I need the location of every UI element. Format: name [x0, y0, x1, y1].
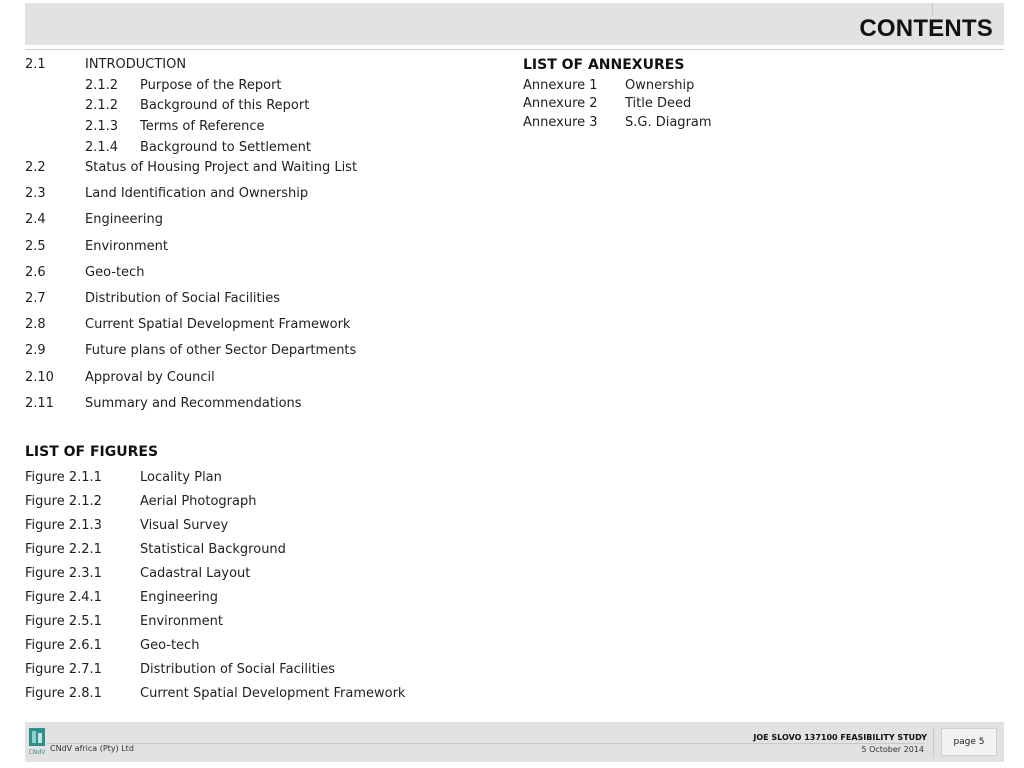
header-divider [932, 3, 933, 15]
toc-number: 2.10 [25, 370, 54, 385]
toc-number: 2.8 [25, 317, 46, 332]
toc-number: 2.2 [25, 160, 46, 175]
footer-rule [47, 743, 925, 744]
toc-number: 2.1 [25, 57, 46, 72]
figure-number: Figure 2.2.1 [25, 542, 102, 557]
figure-number: Figure 2.1.1 [25, 470, 102, 485]
toc-number: 2.3 [25, 186, 46, 201]
toc-number: 2.1.2 [85, 78, 119, 93]
toc-number: 2.11 [25, 396, 54, 411]
company-logo [27, 727, 47, 756]
figure-number: Figure 2.5.1 [25, 614, 102, 629]
annexures-heading: LIST OF ANNEXURES [523, 57, 685, 73]
figure-label: Locality Plan [140, 470, 222, 485]
toc-number: 2.4 [25, 212, 46, 227]
figure-number: Figure 2.3.1 [25, 566, 102, 581]
figure-number: Figure 2.1.2 [25, 494, 102, 509]
annexure-label: Ownership [625, 78, 695, 93]
toc-label: Land Identification and Ownership [85, 186, 309, 201]
company-name: CNdV africa (Pty) Ltd [50, 744, 134, 753]
toc-label: Terms of Reference [140, 119, 265, 134]
toc-number: 2.9 [25, 343, 46, 358]
figure-number: Figure 2.8.1 [25, 686, 102, 701]
toc-label: Background of this Report [140, 98, 310, 113]
figure-label: Current Spatial Development Framework [140, 686, 406, 701]
study-title: JOE SLOVO 137100 FEASIBILITY STUDY [753, 733, 927, 742]
figure-label: Engineering [140, 590, 218, 605]
study-date: 5 October 2014 [861, 745, 924, 754]
annexure-number: Annexure 3 [523, 115, 598, 130]
toc-label: Environment [85, 239, 169, 254]
page-number: page 5 [941, 728, 997, 756]
toc-label: Distribution of Social Facilities [85, 291, 281, 306]
figures-heading: LIST OF FIGURES [25, 444, 159, 460]
toc-label: Status of Housing Project and Waiting List [85, 160, 358, 175]
annexure-label: S.G. Diagram [625, 115, 712, 130]
figure-label: Cadastral Layout [140, 566, 251, 581]
toc-label: Summary and Recommendations [85, 396, 302, 411]
toc-number: 2.7 [25, 291, 46, 306]
header-rule [25, 49, 1004, 50]
footer-band [25, 722, 1004, 762]
toc-label: Current Spatial Development Framework [85, 317, 351, 332]
figure-number: Figure 2.7.1 [25, 662, 102, 677]
logo-text: CNdV [28, 749, 46, 756]
toc-label: Future plans of other Sector Departments [85, 343, 357, 358]
toc-label: INTRODUCTION [85, 57, 187, 72]
figure-number: Figure 2.4.1 [25, 590, 102, 605]
toc-label: Approval by Council [85, 370, 215, 385]
figure-number: Figure 2.6.1 [25, 638, 102, 653]
figure-label: Geo-tech [140, 638, 200, 653]
toc-number: 2.6 [25, 265, 46, 280]
figure-label: Aerial Photograph [140, 494, 257, 509]
footer-separator [933, 726, 934, 758]
figure-number: Figure 2.1.3 [25, 518, 102, 533]
header-band [25, 3, 1004, 45]
figure-label: Visual Survey [140, 518, 229, 533]
toc-label: Background to Settlement [140, 140, 311, 155]
toc-label: Engineering [85, 212, 163, 227]
figure-label: Distribution of Social Facilities [140, 662, 336, 677]
annexure-label: Title Deed [625, 96, 692, 111]
annexure-number: Annexure 2 [523, 96, 598, 111]
figure-label: Environment [140, 614, 224, 629]
toc-number: 2.5 [25, 239, 46, 254]
toc-number: 2.1.3 [85, 119, 119, 134]
toc-number: 2.1.2 [85, 98, 119, 113]
toc-label: Purpose of the Report [140, 78, 282, 93]
page-title: CONTENTS [859, 15, 993, 42]
figure-label: Statistical Background [140, 542, 286, 557]
toc-label: Geo-tech [85, 265, 145, 280]
annexure-number: Annexure 1 [523, 78, 598, 93]
toc-number: 2.1.4 [85, 140, 119, 155]
